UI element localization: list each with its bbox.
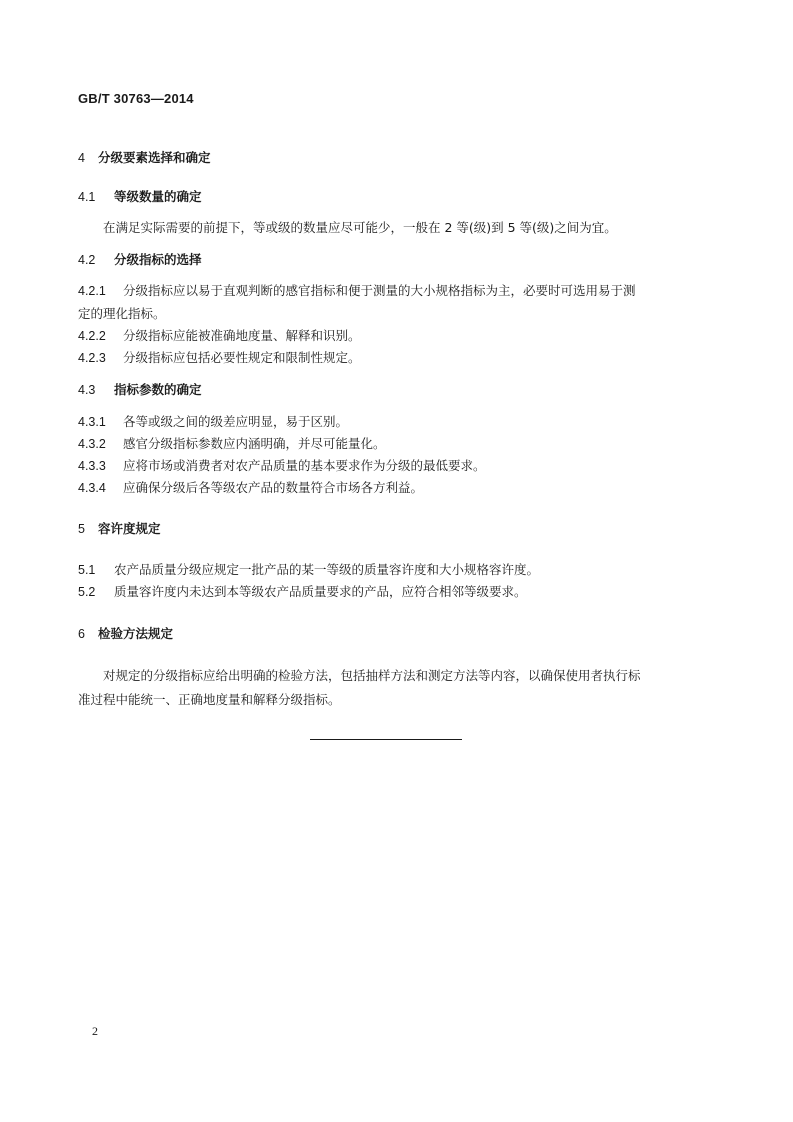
clause-text: 分级指标应能被准确地度量、解释和识别。 [123,328,361,343]
clause-text: 农产品质量分级应规定一批产品的某一等级的质量容许度和大小规格容许度。 [114,562,540,577]
clause-4-2-3 [78,350,361,366]
heading-section-4-1 [78,189,202,205]
section-number: 4.1 [78,190,96,204]
end-of-document-rule [310,739,462,740]
clause-4-3-2 [78,436,386,452]
clause-4-2-1 [78,283,636,299]
standard-code: GB/T 30763—2014 [78,91,194,106]
clause-text: 分级指标应以易于直观判断的感官指标和便于测量的大小规格指标为主，必要时可选用易于测 [123,283,636,298]
section-title: 指标参数的确定 [114,382,202,397]
clause-text: 分级指标应包括必要性规定和限制性规定。 [123,350,361,365]
clause-text: 应确保分级后各等级农产品的数量符合市场各方利益。 [123,480,424,495]
section-title: 容许度规定 [98,521,161,536]
section-title: 分级要素选择和确定 [98,150,211,165]
clause-number: 5.2 [78,585,96,599]
section-number: 4.3 [78,383,96,397]
heading-section-4-3 [78,382,202,398]
clause-number: 4.3.4 [78,481,106,495]
paragraph-4-1: 在满足实际需要的前提下，等或级的数量应尽可能少，一般在 2 等(级)到 5 等(级)之间为宜。 [103,220,617,235]
clause-number: 4.3.2 [78,437,106,451]
clause-4-3-3 [78,458,486,474]
clause-4-3-4 [78,480,423,496]
clause-number: 4.2.2 [78,329,106,343]
clause-number: 4.3.3 [78,459,106,473]
section-title: 分级指标的选择 [114,252,202,267]
section-number: 6 [78,627,85,641]
clause-text: 质量容许度内未达到本等级农产品质量要求的产品，应符合相邻等级要求。 [114,584,527,599]
section-title: 等级数量的确定 [114,189,202,204]
clause-text: 各等或级之间的级差应明显，易于区别。 [123,414,349,429]
paragraph-6-line-2: 准过程中能统一、正确地度量和解释分级指标。 [78,692,341,707]
paragraph-6-line-1: 对规定的分级指标应给出明确的检验方法，包括抽样方法和测定方法等内容，以确保使用者执行标 [103,668,641,683]
clause-number: 5.1 [78,563,96,577]
clause-5-1 [78,562,539,578]
heading-section-6 [78,626,173,642]
clause-number: 4.2.3 [78,351,106,365]
clause-4-2-2 [78,328,361,344]
heading-section-4 [78,150,211,166]
section-number: 5 [78,522,85,536]
heading-section-5 [78,521,161,537]
section-number: 4.2 [78,253,96,267]
clause-number: 4.2.1 [78,284,106,298]
section-title: 检验方法规定 [98,626,174,641]
clause-text: 感官分级指标参数应内涵明确，并尽可能量化。 [123,436,386,451]
clause-4-3-1 [78,414,348,430]
clause-4-2-1-continuation: 定的理化指标。 [78,306,166,321]
clause-number: 4.3.1 [78,415,106,429]
page-number: 2 [92,1024,98,1038]
clause-text: 应将市场或消费者对农产品质量的基本要求作为分级的最低要求。 [123,458,486,473]
clause-5-2 [78,584,527,600]
section-number: 4 [78,151,85,165]
heading-section-4-2 [78,252,202,268]
